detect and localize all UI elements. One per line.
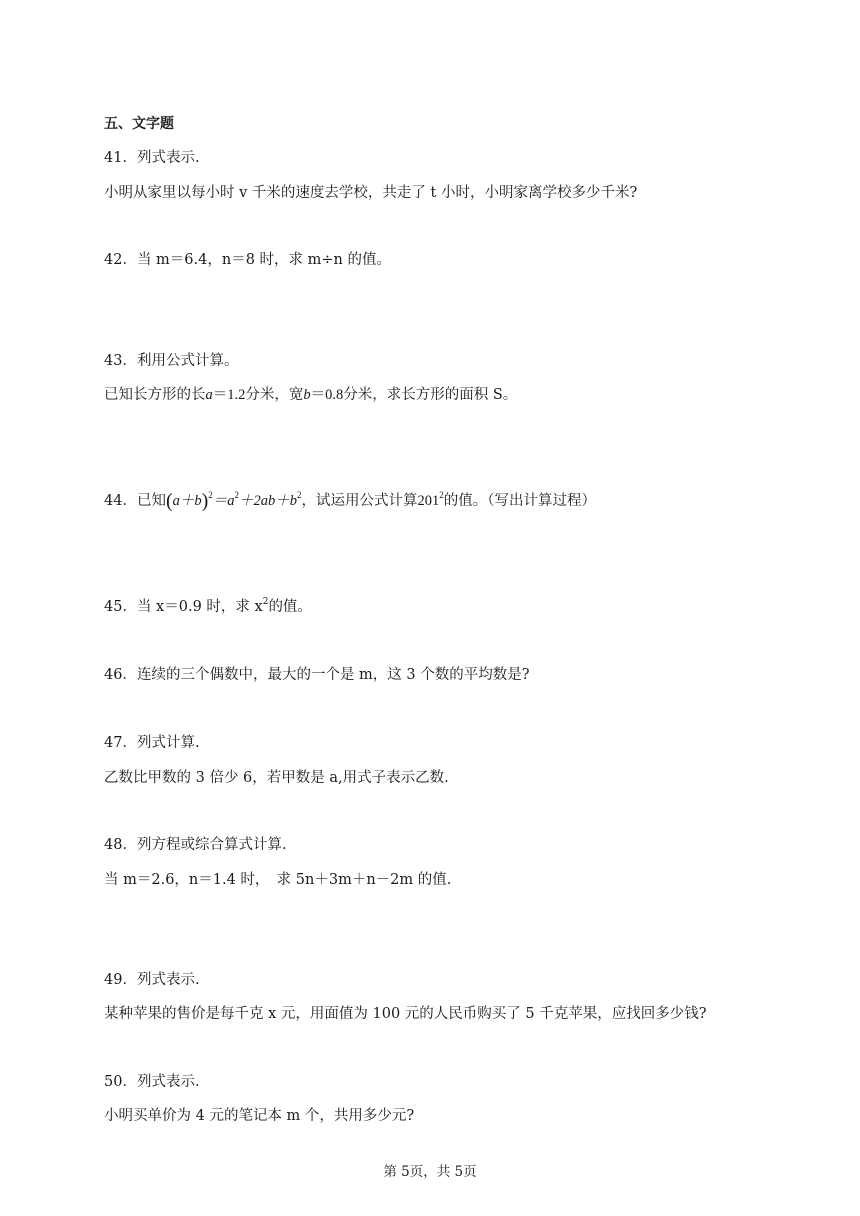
formula-rhs-a: ＝a bbox=[212, 493, 235, 509]
question-45-suffix: 的值。 bbox=[268, 599, 312, 615]
number-exponent: 2 bbox=[439, 490, 444, 500]
question-44-mid: ，试运用公式计算 bbox=[301, 493, 418, 509]
question-41-text: 小明从家里以每小时 v 千米的速度去学校，共走了 t 小时，小明家离学校多少千米? bbox=[104, 185, 638, 201]
question-41-heading: 41．列式表示. bbox=[104, 150, 200, 166]
question-47-text: 乙数比甲数的 3 倍少 6，若甲数是 a,用式子表示乙数. bbox=[104, 770, 449, 786]
question-49-heading: 49．列式表示. bbox=[104, 972, 200, 988]
question-47-heading: 47．列式计算. bbox=[104, 735, 200, 751]
page-number-footer: 第 5页，共 5页 bbox=[383, 1164, 477, 1180]
formula-exponent-b: 2 bbox=[297, 490, 302, 500]
question-45-text bbox=[104, 597, 312, 617]
question-44-text bbox=[104, 491, 596, 511]
variable-b: b bbox=[303, 387, 311, 403]
number-201: 201 bbox=[417, 493, 440, 509]
question-45-prefix: 45．当 x＝0.9 时，求 x bbox=[104, 599, 263, 615]
formula-exponent-a: 2 bbox=[234, 490, 240, 500]
question-43-heading: 43．利用公式计算。 bbox=[104, 353, 239, 369]
section-title: 五、文字题 bbox=[104, 116, 174, 132]
value-a: ＝1.2 bbox=[212, 387, 246, 403]
question-44-suffix: 的值。（写出计算过程） bbox=[443, 493, 597, 509]
question-43-text bbox=[104, 385, 517, 405]
formula-rhs-mid: ＋2ab＋b bbox=[239, 493, 298, 509]
right-paren: ) bbox=[201, 490, 209, 512]
question-43-prefix: 已知长方形的长 bbox=[104, 387, 206, 403]
question-50-heading: 50．列式表示. bbox=[104, 1074, 200, 1090]
formula-inner: a＋b bbox=[172, 493, 202, 509]
question-43-mid: 分米，宽 bbox=[245, 387, 304, 403]
variable-a: a bbox=[205, 387, 213, 403]
question-48-heading: 48．列方程或综合算式计算. bbox=[104, 837, 287, 853]
question-42-text: 42．当 m＝6.4，n＝8 时，求 m÷n 的值。 bbox=[104, 252, 391, 268]
question-46-text: 46．连续的三个偶数中，最大的一个是 m，这 3 个数的平均数是? bbox=[104, 667, 530, 683]
value-b: ＝0.8 bbox=[310, 387, 344, 403]
question-48-text: 当 m＝2.6，n＝1.4 时， 求 5n＋3m＋n－2m 的值. bbox=[104, 872, 452, 888]
question-43-suffix: 分米，求长方形的面积 S。 bbox=[343, 387, 518, 403]
question-49-text: 某种苹果的售价是每千克 x 元，用面值为 100 元的人民币购买了 5 千克苹果，应找回多少钱? bbox=[104, 1006, 707, 1022]
question-50-text: 小明买单价为 4 元的笔记本 m 个，共用多少元? bbox=[104, 1108, 415, 1124]
left-paren: ( bbox=[165, 490, 173, 512]
question-44-prefix: 44．已知 bbox=[104, 493, 166, 509]
formula-exponent-lhs: 2 bbox=[208, 490, 213, 500]
question-45-exponent: 2 bbox=[262, 597, 269, 607]
